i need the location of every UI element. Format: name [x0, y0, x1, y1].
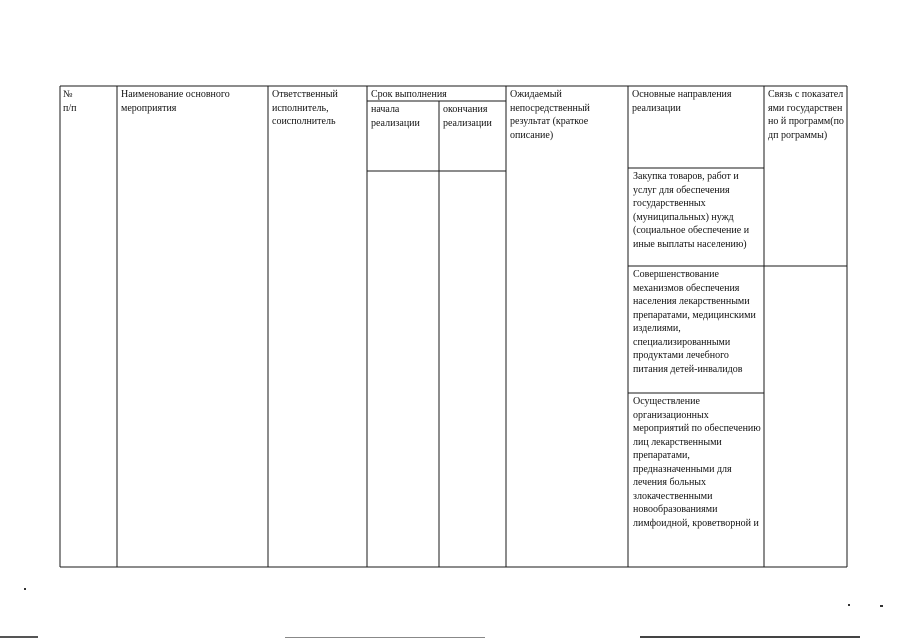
scan-edge-mark	[0, 636, 38, 638]
scan-dot	[24, 588, 26, 590]
header-directions: Основные направления реализации	[632, 89, 732, 114]
scan-edge-mark	[640, 636, 860, 638]
header-indicator-link: Связь с показателями государственно й программ(подп рограммы)	[768, 89, 844, 141]
scan-edge-mark	[285, 637, 485, 638]
header-term-end: окончания реализации	[443, 104, 492, 129]
header-number: № п/п	[63, 89, 77, 114]
header-activity-name: Наименование основного мероприятия	[121, 89, 230, 114]
scan-dot	[880, 605, 883, 607]
scan-dot	[848, 604, 850, 606]
direction-item-2: Совершенствование механизмов обеспечения населения лекарственными препаратами, медицинскими изделиями, специализированными продуктами лечебного питания детей-инвалидов	[633, 269, 756, 375]
header-expected-result: Ожидаемый непосредственный результат (краткое описание)	[510, 89, 590, 141]
header-executor: Ответственный исполнитель, соисполнитель	[272, 89, 338, 127]
direction-item-3: Осуществление организационных мероприятий по обеспечению лиц лекарственными препаратами, предназначенными для лечения больных злокачественными новообразованиями лимфоидной, кроветворной и	[633, 396, 761, 529]
header-term-start: начала реализации	[371, 104, 420, 129]
direction-item-1: Закупка товаров, работ и услуг для обеспечения государственных (муниципальных) нужд (социальное обеспечение и иные выплаты населению)	[633, 171, 750, 250]
header-term: Срок выполнения	[371, 89, 447, 100]
